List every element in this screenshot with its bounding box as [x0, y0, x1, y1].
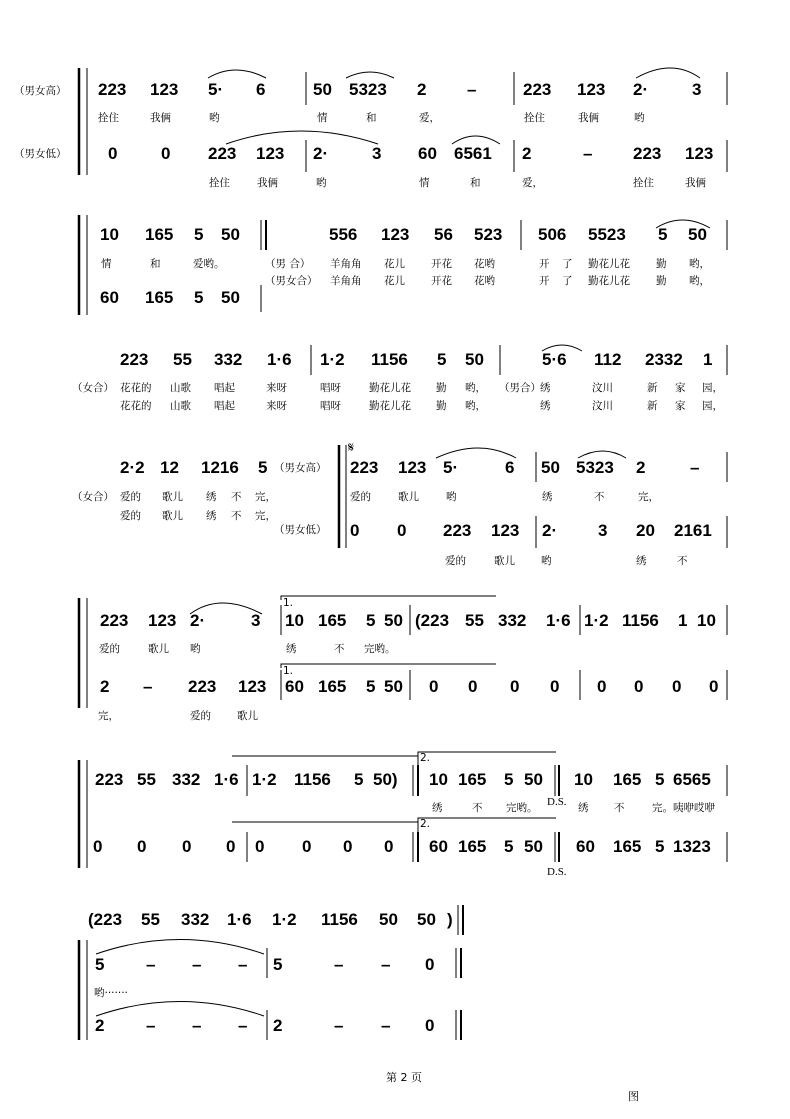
lyric: 开	[539, 275, 550, 287]
lyric: 勤花儿花	[369, 400, 411, 412]
corner-mark: 图	[628, 1090, 639, 1103]
note-group: 3	[692, 80, 702, 99]
volta-label: 2.	[420, 818, 431, 830]
note-group: 5	[366, 611, 376, 630]
note-group: 223	[443, 521, 472, 540]
lyric: 和	[150, 258, 161, 270]
note-group: 223	[523, 80, 552, 99]
lyric: 哟，	[689, 258, 710, 270]
lyric: 完。咦咿哎咿	[652, 802, 715, 814]
lyric: 我俩	[150, 112, 171, 124]
lyric: 绣	[578, 802, 589, 814]
note-group: (223	[88, 910, 123, 929]
note-group: 60	[285, 677, 304, 696]
lyric: 歌儿	[494, 555, 515, 567]
note-group: 50	[524, 837, 543, 856]
lyric: 勤	[656, 275, 667, 287]
lyric: 完，	[255, 510, 276, 522]
note-group: 523	[474, 225, 503, 244]
note-group: 5	[655, 837, 665, 856]
note-group: 5	[95, 955, 105, 974]
note-group: 223	[188, 677, 217, 696]
note-group: –	[238, 955, 248, 974]
note-group: 223	[98, 80, 127, 99]
voice-label: （男合）	[499, 382, 541, 394]
note-group: 0	[429, 677, 439, 696]
note-group: –	[381, 1016, 391, 1035]
page-number: 第 2 页	[386, 1071, 422, 1084]
note-group: 5	[194, 288, 204, 307]
note-group: 0	[397, 521, 407, 540]
note-group: 60	[100, 288, 119, 307]
note-group: 0	[350, 521, 360, 540]
note-group: –	[381, 955, 391, 974]
note-group: 165	[145, 225, 174, 244]
note-group: 5·	[443, 458, 459, 477]
lyric: 歌儿	[237, 710, 258, 722]
note-group: 6565	[673, 770, 711, 789]
note-group: 2161	[674, 521, 712, 540]
note-group: 2·	[190, 611, 206, 630]
lyric: 情	[101, 258, 112, 270]
voice-label: （男 合）	[265, 258, 311, 270]
note-group: 6	[505, 458, 515, 477]
note-group: 1·2	[320, 350, 345, 369]
note-group: 0	[343, 837, 353, 856]
note-group: 123	[256, 144, 285, 163]
note-group: 50	[524, 770, 543, 789]
lyric: 爱的	[99, 643, 120, 655]
note-group: 60	[576, 837, 595, 856]
note-group: 50	[384, 677, 403, 696]
lyric: 不	[594, 491, 605, 503]
lyric: 来呀	[266, 400, 287, 412]
lyric: 完，	[98, 710, 119, 722]
note-group: 0	[255, 837, 265, 856]
lyric: 爱的	[445, 555, 466, 567]
lyric: 歌儿	[398, 491, 419, 503]
note-group: 55	[141, 910, 160, 929]
voice-label: （男女高）	[14, 85, 67, 97]
note-group: 56	[434, 225, 453, 244]
note-group: 50)	[373, 770, 398, 789]
note-group: 1	[678, 611, 688, 630]
ds-marking: D.S.	[547, 796, 567, 808]
note-group: 0	[384, 837, 394, 856]
lyric: 花儿	[384, 258, 405, 270]
note-group: 1·6	[546, 611, 571, 630]
note-group: 20	[636, 521, 655, 540]
lyric: 爱的	[120, 510, 141, 522]
note-group: 123	[685, 144, 714, 163]
voice-label: （女合）	[72, 382, 114, 394]
lyric: 情	[419, 177, 430, 189]
lyric: 哟	[316, 177, 327, 189]
lyric: 勤花儿花	[588, 258, 630, 270]
note-group: 2·	[633, 80, 649, 99]
lyric: 哟，	[465, 400, 486, 412]
lyric: 和	[470, 177, 481, 189]
volta-label: 2.	[420, 752, 431, 764]
note-group: –	[238, 1016, 248, 1035]
lyric: 爱的	[190, 710, 211, 722]
note-group: 2·2	[120, 458, 145, 477]
note-group: 165	[458, 770, 487, 789]
lyric: 花哟	[474, 258, 495, 270]
note-group: 3	[251, 611, 261, 630]
note-group: –	[192, 955, 202, 974]
note-group: 2·	[313, 144, 329, 163]
lyric: 完，	[255, 491, 276, 503]
lyric: 不	[677, 555, 688, 567]
note-group: 556	[329, 225, 358, 244]
lyric: 勤	[436, 400, 447, 412]
note-group: 5	[194, 225, 204, 244]
note-group: 5323	[576, 458, 614, 477]
lyric: 山歌	[170, 400, 191, 412]
lyric: 勤	[436, 382, 447, 394]
note-group: 10	[574, 770, 593, 789]
note-group: 1·6	[214, 770, 239, 789]
lyric: 绣	[206, 491, 217, 503]
note-group: 10	[429, 770, 448, 789]
lyric: 了	[562, 258, 573, 270]
lyric: 花花的	[120, 382, 152, 394]
note-group: 332	[172, 770, 201, 789]
lyric: 歌儿	[162, 510, 183, 522]
lyric: 爱，	[419, 112, 440, 124]
note-group: 223	[100, 611, 129, 630]
note-group: (223	[415, 611, 450, 630]
note-group: 2	[273, 1016, 283, 1035]
note-group: 123	[398, 458, 427, 477]
note-group: 0	[161, 144, 171, 163]
lyric: 爱哟。	[193, 258, 225, 270]
lyric: 新	[647, 400, 658, 412]
lyric: 开花	[431, 275, 452, 287]
note-group: 1·6	[227, 910, 252, 929]
note-group: –	[334, 1016, 344, 1035]
note-group: 55	[465, 611, 484, 630]
note-group: 5	[366, 677, 376, 696]
note-group: 10	[100, 225, 119, 244]
lyric: 来呀	[266, 382, 287, 394]
lyric: 哟，	[689, 275, 710, 287]
lyric: 花哟	[474, 275, 495, 287]
note-group: 332	[214, 350, 243, 369]
note-group: 223	[208, 144, 237, 163]
note-group: –	[583, 144, 593, 163]
note-group: 0	[672, 677, 682, 696]
lyric: 勤花儿花	[588, 275, 630, 287]
note-group: 2·	[542, 521, 558, 540]
note-group: 50	[379, 910, 398, 929]
note-group: 55	[137, 770, 156, 789]
note-group: 1323	[673, 837, 711, 856]
lyric: 歌儿	[148, 643, 169, 655]
voice-label: （男女低）	[14, 148, 67, 160]
note-group: )	[447, 910, 453, 929]
note-group: 5	[273, 955, 283, 974]
lyric: 拴住	[209, 177, 230, 189]
lyric: 哟	[209, 112, 220, 124]
lyric: 拴住	[633, 177, 654, 189]
note-group: 3	[598, 521, 608, 540]
note-group: 50	[221, 225, 240, 244]
note-group: 123	[577, 80, 606, 99]
note-group: 0	[550, 677, 560, 696]
note-group: 2	[95, 1016, 105, 1035]
note-group: 332	[181, 910, 210, 929]
lyric: 唱起	[214, 382, 235, 394]
note-group: 5	[658, 225, 668, 244]
note-group: 5	[504, 770, 514, 789]
lyric: 我俩	[685, 177, 706, 189]
note-group: 50	[541, 458, 560, 477]
note-group: 5·	[208, 80, 224, 99]
lyric: 完，	[638, 491, 659, 503]
lyric: 绣	[540, 382, 551, 394]
note-group: 123	[150, 80, 179, 99]
note-group: 5523	[588, 225, 626, 244]
voice-label: （男女低）	[274, 524, 327, 536]
lyric: 羊角角	[330, 258, 362, 270]
lyric: 汶川	[592, 382, 613, 394]
note-group: 50	[313, 80, 332, 99]
note-group: 0	[302, 837, 312, 856]
note-group: 50	[688, 225, 707, 244]
lyric: 我俩	[578, 112, 599, 124]
lyric: 哟	[446, 491, 457, 503]
voice-label: （男女高）	[274, 462, 327, 474]
lyric: 完哟。	[364, 643, 396, 655]
note-group: –	[146, 1016, 156, 1035]
lyric: 汶川	[592, 400, 613, 412]
note-group: 165	[318, 677, 347, 696]
note-group: 112	[594, 350, 622, 369]
note-group: 0	[425, 955, 435, 974]
note-group: 1156	[622, 611, 659, 630]
note-group: 3	[372, 144, 382, 163]
note-group: 165	[458, 837, 487, 856]
lyric: 山歌	[170, 382, 191, 394]
lyric: 歌儿	[162, 491, 183, 503]
note-group: 50	[465, 350, 484, 369]
note-group: 0	[182, 837, 192, 856]
lyric: 绣	[286, 643, 297, 655]
note-group: –	[192, 1016, 202, 1035]
lyric: 羊角角	[330, 275, 362, 287]
note-group: 165	[613, 837, 642, 856]
note-group: 1216	[201, 458, 239, 477]
segno-icon: 𝄋	[348, 440, 355, 456]
lyric: 家	[675, 382, 686, 394]
note-group: 1	[703, 350, 713, 369]
lyric: 拴住	[98, 112, 119, 124]
note-group: 10	[697, 611, 716, 630]
lyric: 不	[614, 802, 625, 814]
lyric: 爱，	[522, 177, 543, 189]
note-group: 5	[437, 350, 447, 369]
lyric: 开花	[431, 258, 452, 270]
note-group: 165	[613, 770, 642, 789]
voice-label: （男女合）	[265, 275, 318, 287]
note-group: 123	[238, 677, 267, 696]
note-group: 506	[538, 225, 567, 244]
note-group: 1·6	[267, 350, 292, 369]
lyric: 家	[675, 400, 686, 412]
note-group: 5·6	[542, 350, 567, 369]
note-group: 0	[137, 837, 147, 856]
note-group: 332	[498, 611, 527, 630]
note-group: –	[467, 80, 477, 99]
note-group: –	[690, 458, 700, 477]
lyric: 哟	[541, 555, 552, 567]
lyric: 新	[647, 382, 658, 394]
note-group: 2332	[645, 350, 683, 369]
note-group: 165	[318, 611, 347, 630]
lyric: 开	[539, 258, 550, 270]
lyric: 绣	[542, 491, 553, 503]
lyric: 爱的	[120, 491, 141, 503]
lyric: 绣	[432, 802, 443, 814]
note-group: 123	[148, 611, 177, 630]
note-group: 1·2	[272, 910, 297, 929]
lyric: 绣	[206, 510, 217, 522]
note-group: 1·2	[252, 770, 277, 789]
volta-label: 1.	[283, 665, 294, 677]
lyric: 园，	[702, 382, 723, 394]
note-group: 50	[417, 910, 436, 929]
lyric: 了	[562, 275, 573, 287]
lyric: 哟，	[465, 382, 486, 394]
lyric: 和	[366, 112, 377, 124]
note-group: 1156	[294, 770, 331, 789]
note-group: –	[143, 677, 153, 696]
note-group: 6	[256, 80, 266, 99]
lyric: 园，	[702, 400, 723, 412]
lyric: 哟	[190, 643, 201, 655]
note-group: 5323	[349, 80, 387, 99]
note-group: 2	[522, 144, 532, 163]
lyric: 不	[334, 643, 345, 655]
note-group: 5	[655, 770, 665, 789]
lyric: 完哟。	[506, 802, 538, 814]
lyric: 唱呀	[320, 382, 341, 394]
note-group: 50	[221, 288, 240, 307]
note-group: 0	[108, 144, 118, 163]
note-group: 2	[636, 458, 646, 477]
lyric: 拴住	[524, 112, 545, 124]
note-group: –	[334, 955, 344, 974]
note-group: 6561	[454, 144, 492, 163]
note-group: 1156	[371, 350, 408, 369]
note-group: 223	[350, 458, 379, 477]
lyric: 哟·······	[94, 987, 128, 999]
note-group: 55	[173, 350, 192, 369]
note-group: 0	[597, 677, 607, 696]
lyric: 勤花儿花	[369, 382, 411, 394]
lyric: 绣	[540, 400, 551, 412]
lyric: 花花的	[120, 400, 152, 412]
lyric: 爱的	[350, 491, 371, 503]
lyric: 我俩	[257, 177, 278, 189]
note-group: 1·2	[584, 611, 609, 630]
lyric: 唱呀	[320, 400, 341, 412]
ds-marking: D.S.	[547, 866, 567, 878]
lyric: 不	[231, 510, 242, 522]
note-group: 60	[418, 144, 437, 163]
note-group: 2	[100, 677, 110, 696]
note-group: 0	[468, 677, 478, 696]
note-group: 123	[491, 521, 520, 540]
lyric: 花儿	[384, 275, 405, 287]
note-group: –	[146, 955, 156, 974]
note-group: 0	[510, 677, 520, 696]
lyric: 唱起	[214, 400, 235, 412]
note-group: 223	[95, 770, 124, 789]
note-group: 0	[709, 677, 719, 696]
lyric: 情	[317, 112, 328, 124]
note-group: 223	[120, 350, 149, 369]
note-group: 5	[258, 458, 268, 477]
note-group: 50	[384, 611, 403, 630]
note-group: 0	[226, 837, 236, 856]
note-group: 0	[634, 677, 644, 696]
note-group: 0	[425, 1016, 435, 1035]
note-group: 10	[285, 611, 304, 630]
lyric: 不	[231, 491, 242, 503]
note-group: 0	[93, 837, 103, 856]
note-group: 60	[429, 837, 448, 856]
note-group: 123	[381, 225, 410, 244]
lyric: 勤	[656, 258, 667, 270]
note-group: 165	[145, 288, 174, 307]
volta-label: 1.	[283, 597, 294, 609]
lyric: 哟	[634, 112, 645, 124]
lyric: 不	[472, 802, 483, 814]
note-group: 223	[633, 144, 662, 163]
note-group: 5	[354, 770, 364, 789]
lyric: 绣	[636, 555, 647, 567]
voice-label: （女合）	[72, 491, 114, 503]
note-group: 12	[160, 458, 179, 477]
note-group: 2	[417, 80, 427, 99]
note-group: 5	[504, 837, 514, 856]
note-group: 1156	[321, 910, 358, 929]
